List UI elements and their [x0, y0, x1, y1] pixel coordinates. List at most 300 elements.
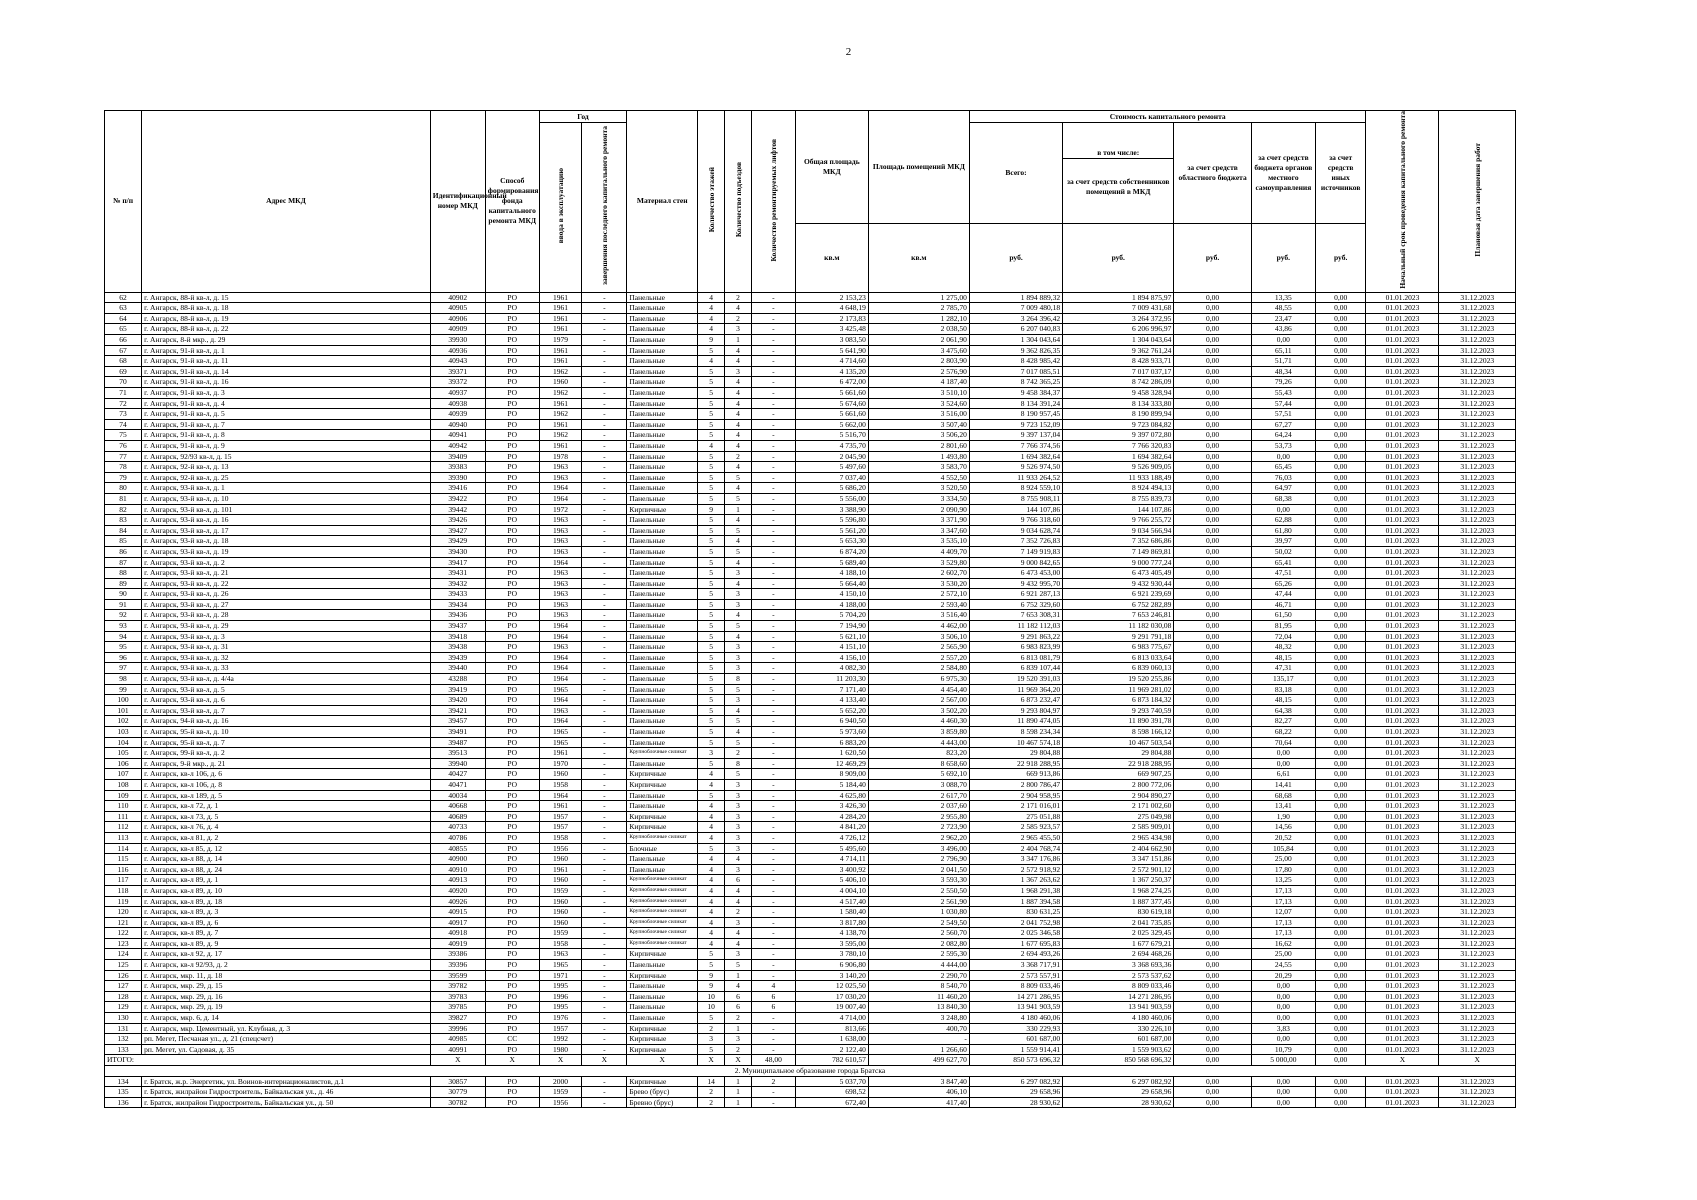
row-cost-other: 0,00: [1315, 324, 1366, 335]
row-floors: 5: [698, 705, 725, 716]
unit-cost-regional: руб.: [1174, 223, 1252, 292]
row-entrances: 4: [725, 885, 752, 896]
row-cost-regional: 0,00: [1174, 419, 1252, 430]
row-premises-area: 2 723,90: [868, 822, 969, 833]
row-cost-total: 7 766 374,56: [969, 440, 1062, 451]
row-elevators: -: [752, 801, 796, 812]
row-walls: Панельные: [627, 345, 698, 356]
row-cost-other: 0,00: [1315, 525, 1366, 536]
row-cost-local: 57,51: [1251, 409, 1315, 420]
row-num: 112: [105, 822, 142, 833]
row-id: 39422: [430, 493, 485, 504]
row-end-date: 31.12.2023: [1439, 748, 1516, 759]
row-cost-other: 0,00: [1315, 864, 1366, 875]
row-cost-owners: 2 694 468,26: [1063, 949, 1174, 960]
row-elevators: -: [752, 652, 796, 663]
row-floors: 5: [698, 377, 725, 388]
row-year-commission: 1962: [539, 430, 582, 441]
header-num: № п/п: [105, 111, 142, 293]
row-walls: Панельные: [627, 599, 698, 610]
row-total-area: 2 045,90: [795, 451, 868, 462]
row-cost-owners: 7 149 869,81: [1063, 546, 1174, 557]
row-year-repair: -: [582, 430, 627, 441]
row-floors: 4: [698, 801, 725, 812]
row-start-date: 01.01.2023: [1366, 303, 1439, 314]
row-walls: Крупноблочные силикат: [627, 917, 698, 928]
row-cost-other: 0,00: [1315, 938, 1366, 949]
row-start-date: 01.01.2023: [1366, 356, 1439, 367]
row-year-commission: 1960: [539, 917, 582, 928]
row-total-area: 5 689,40: [795, 557, 868, 568]
row-cost-total: 6 297 082,92: [969, 1076, 1062, 1087]
row-address: г. Ангарск, 95-й кв-л, д. 7: [142, 737, 431, 748]
row-walls: Панельные: [627, 684, 698, 695]
row-end-date: 31.12.2023: [1439, 991, 1516, 1002]
row-walls: Кирпичные: [627, 1076, 698, 1087]
row-walls: Крупноблочные силикат: [627, 938, 698, 949]
row-year-repair: -: [582, 525, 627, 536]
table-row: [105, 536, 1516, 547]
table-row: [105, 1034, 1516, 1045]
row-total-area: 7 171,40: [795, 684, 868, 695]
row-cost-owners: 29 658,96: [1063, 1087, 1174, 1098]
row-total-area: 2 173,83: [795, 313, 868, 324]
row-elevators: -: [752, 854, 796, 865]
row-walls: Панельные: [627, 991, 698, 1002]
row-floors: 5: [698, 716, 725, 727]
row-floors: 4: [698, 907, 725, 918]
table-row: [105, 832, 1516, 843]
row-address: г. Ангарск, кв-л 72, д. 1: [142, 801, 431, 812]
row-end-date: 31.12.2023: [1439, 388, 1516, 399]
row-total-area: 3 426,30: [795, 801, 868, 812]
row-cost-total: 9 723 152,09: [969, 419, 1062, 430]
row-cost-other: 0,00: [1315, 705, 1366, 716]
row-elevators: 4: [752, 981, 796, 992]
row-year-commission: 1961: [539, 398, 582, 409]
row-cost-total: 1 968 291,38: [969, 885, 1062, 896]
row-end-date: 31.12.2023: [1439, 684, 1516, 695]
row-cost-local: 64,97: [1251, 483, 1315, 494]
row-floors: 9: [698, 970, 725, 981]
row-entrances: 3: [725, 652, 752, 663]
row-entrances: 4: [725, 483, 752, 494]
row-year-commission: 1960: [539, 907, 582, 918]
row-elevators: -: [752, 705, 796, 716]
row-year-commission: 1963: [539, 589, 582, 600]
row-year-commission: 1996: [539, 991, 582, 1002]
row-cost-local: 72,04: [1251, 631, 1315, 642]
row-entrances: 3: [725, 568, 752, 579]
row-fund: РО: [485, 970, 539, 981]
row-cost-total: 29 658,96: [969, 1087, 1062, 1098]
row-total-area: 5 184,40: [795, 779, 868, 790]
row-cost-local: 0,00: [1251, 1097, 1315, 1108]
row-cost-owners: 13 941 903,59: [1063, 1002, 1174, 1013]
row-year-repair: -: [582, 388, 627, 399]
row-floors: 5: [698, 345, 725, 356]
row-address: г. Ангарск, кв-л 106, д. 8: [142, 779, 431, 790]
row-fund: РО: [485, 599, 539, 610]
row-num: 127: [105, 981, 142, 992]
row-address: г. Ангарск, мкр. 29, д. 15: [142, 981, 431, 992]
row-cost-local: 48,32: [1251, 642, 1315, 653]
row-cost-other: 0,00: [1315, 981, 1366, 992]
row-end-date: 31.12.2023: [1439, 822, 1516, 833]
row-id: 39442: [430, 504, 485, 515]
row-walls: Панельные: [627, 451, 698, 462]
row-cost-owners: 2 965 434,98: [1063, 832, 1174, 843]
row-entrances: 5: [725, 621, 752, 632]
row-elevators: -: [752, 1023, 796, 1034]
row-cost-other: 0,00: [1315, 303, 1366, 314]
row-premises-area: 3 520,50: [868, 483, 969, 494]
row-cost-other: 0,00: [1315, 483, 1366, 494]
table-row: [105, 663, 1516, 674]
row-premises-area: 1 282,10: [868, 313, 969, 324]
row-cost-local: 47,31: [1251, 663, 1315, 674]
row-cost-local: 51,71: [1251, 356, 1315, 367]
row-id: 40902: [430, 292, 485, 303]
row-year-commission: 1957: [539, 822, 582, 833]
row-elevators: -: [752, 472, 796, 483]
row-walls: Кирпичные: [627, 949, 698, 960]
row-year-repair: -: [582, 748, 627, 759]
row-walls: Крупноблочные силикат: [627, 885, 698, 896]
row-entrances: 6: [725, 991, 752, 1002]
row-cost-owners: 2 171 002,60: [1063, 801, 1174, 812]
row-elevators: -: [752, 419, 796, 430]
row-premises-area: 3 507,40: [868, 419, 969, 430]
row-total-area: 4 082,30: [795, 663, 868, 674]
table-row: [105, 525, 1516, 536]
row-cost-regional: 0,00: [1174, 599, 1252, 610]
row-cost-local: 13,25: [1251, 875, 1315, 886]
row-address: г. Ангарск, мкр. Цементный, ул. Клубная, д. 3: [142, 1023, 431, 1034]
table-row: [105, 727, 1516, 738]
row-premises-area: 3 475,60: [868, 345, 969, 356]
row-cost-total: 8 742 365,25: [969, 377, 1062, 388]
row-cost-other: 0,00: [1315, 1023, 1366, 1034]
row-floors: 5: [698, 960, 725, 971]
row-premises-area: 2 037,60: [868, 801, 969, 812]
row-num: 107: [105, 769, 142, 780]
row-cost-regional: 0,00: [1174, 472, 1252, 483]
row-year-repair: -: [582, 917, 627, 928]
row-premises-area: 2 290,70: [868, 970, 969, 981]
row-entrances: 5: [725, 493, 752, 504]
row-num: 128: [105, 991, 142, 1002]
row-num: 121: [105, 917, 142, 928]
row-premises-area: 2 584,80: [868, 663, 969, 674]
row-entrances: 3: [725, 589, 752, 600]
row-start-date: 01.01.2023: [1366, 536, 1439, 547]
row-cost-regional: 0,00: [1174, 345, 1252, 356]
row-cost-regional: 0,00: [1174, 451, 1252, 462]
total-label: ИТОГО:: [105, 1055, 431, 1066]
row-walls: Крупноблочные силикат: [627, 907, 698, 918]
row-cost-local: 23,47: [1251, 313, 1315, 324]
header-cost-total: Всего:: [969, 123, 1062, 224]
row-floors: 5: [698, 568, 725, 579]
row-start-date: 01.01.2023: [1366, 610, 1439, 621]
row-walls: Панельные: [627, 610, 698, 621]
row-start-date: 01.01.2023: [1366, 345, 1439, 356]
row-elevators: -: [752, 928, 796, 939]
row-start-date: 01.01.2023: [1366, 684, 1439, 695]
row-total-area: 1 638,00: [795, 1034, 868, 1045]
row-cost-other: 0,00: [1315, 674, 1366, 685]
row-address: г. Ангарск, кв-л 89, д. 10: [142, 885, 431, 896]
row-cost-total: 10 467 574,18: [969, 737, 1062, 748]
row-year-commission: 1964: [539, 663, 582, 674]
row-year-commission: 1956: [539, 843, 582, 854]
row-start-date: 01.01.2023: [1366, 822, 1439, 833]
row-cost-owners: 1 694 382,64: [1063, 451, 1174, 462]
row-entrances: 4: [725, 388, 752, 399]
row-elevators: -: [752, 727, 796, 738]
row-cost-regional: 0,00: [1174, 388, 1252, 399]
row-id: 40920: [430, 885, 485, 896]
row-end-date: 31.12.2023: [1439, 303, 1516, 314]
row-start-date: 01.01.2023: [1366, 631, 1439, 642]
row-id: 39457: [430, 716, 485, 727]
row-start-date: 01.01.2023: [1366, 949, 1439, 960]
row-end-date: 31.12.2023: [1439, 1076, 1516, 1087]
table-row: [105, 1044, 1516, 1055]
row-id: 39372: [430, 377, 485, 388]
row-entrances: 4: [725, 610, 752, 621]
row-year-commission: 1963: [539, 536, 582, 547]
row-cost-total: 2 025 346,58: [969, 928, 1062, 939]
row-id: 39439: [430, 652, 485, 663]
row-cost-owners: 11 182 030,08: [1063, 621, 1174, 632]
row-start-date: 01.01.2023: [1366, 843, 1439, 854]
row-end-date: 31.12.2023: [1439, 907, 1516, 918]
row-address: г. Ангарск, кв-л 106, д. 6: [142, 769, 431, 780]
row-start-date: 01.01.2023: [1366, 896, 1439, 907]
table-row: [105, 885, 1516, 896]
row-entrances: 3: [725, 832, 752, 843]
row-id: 30782: [430, 1097, 485, 1108]
row-floors: 5: [698, 642, 725, 653]
row-end-date: 31.12.2023: [1439, 864, 1516, 875]
row-id: 39430: [430, 546, 485, 557]
row-address: г. Ангарск, 93-й кв-л, д. 7: [142, 705, 431, 716]
row-fund: РО: [485, 716, 539, 727]
row-cost-local: 48,55: [1251, 303, 1315, 314]
row-cost-regional: 0,00: [1174, 589, 1252, 600]
row-address: г. Ангарск, 91-й кв-л, д. 11: [142, 356, 431, 367]
row-premises-area: 3 535,10: [868, 536, 969, 547]
row-cost-total: 14 271 286,95: [969, 991, 1062, 1002]
table-body-angarsk: [105, 292, 1516, 1055]
row-cost-regional: 0,00: [1174, 991, 1252, 1002]
row-cost-total: 1 694 382,64: [969, 451, 1062, 462]
table-row: [105, 515, 1516, 526]
row-cost-owners: 7 352 686,86: [1063, 536, 1174, 547]
row-elevators: -: [752, 345, 796, 356]
row-elevators: -: [752, 758, 796, 769]
row-elevators: -: [752, 769, 796, 780]
row-num: 94: [105, 631, 142, 642]
row-cost-regional: 0,00: [1174, 1023, 1252, 1034]
table-row: [105, 483, 1516, 494]
row-entrances: 5: [725, 769, 752, 780]
row-entrances: 8: [725, 674, 752, 685]
row-end-date: 31.12.2023: [1439, 409, 1516, 420]
row-fund: РО: [485, 525, 539, 536]
row-elevators: -: [752, 398, 796, 409]
row-total-area: 4 151,10: [795, 642, 868, 653]
row-cost-local: 48,34: [1251, 366, 1315, 377]
row-cost-regional: 0,00: [1174, 1002, 1252, 1013]
table-row: [105, 472, 1516, 483]
row-address: г. Ангарск, 93-й кв-л, д. 16: [142, 515, 431, 526]
row-cost-regional: 0,00: [1174, 398, 1252, 409]
row-fund: РО: [485, 398, 539, 409]
row-cost-regional: 0,00: [1174, 525, 1252, 536]
row-total-area: 3 817,80: [795, 917, 868, 928]
row-elevators: 2: [752, 1076, 796, 1087]
row-end-date: 31.12.2023: [1439, 440, 1516, 451]
row-year-repair: -: [582, 1044, 627, 1055]
row-floors: 10: [698, 991, 725, 1002]
row-cost-regional: 0,00: [1174, 515, 1252, 526]
row-end-date: 31.12.2023: [1439, 515, 1516, 526]
row-cost-regional: 0,00: [1174, 970, 1252, 981]
row-entrances: 3: [725, 695, 752, 706]
row-elevators: -: [752, 515, 796, 526]
row-walls: Панельные: [627, 854, 698, 865]
row-walls: Панельные: [627, 674, 698, 685]
row-id: 39434: [430, 599, 485, 610]
row-fund: РО: [485, 1097, 539, 1108]
row-num: 108: [105, 779, 142, 790]
row-address: г. Ангарск, 93-й кв-л, д. 27: [142, 599, 431, 610]
row-end-date: 31.12.2023: [1439, 621, 1516, 632]
row-floors: 4: [698, 822, 725, 833]
header-cost-owners: в том числе: за счет средств собственников помещений в МКД: [1063, 123, 1174, 224]
row-fund: РО: [485, 981, 539, 992]
unit-cost-owners: руб.: [1063, 223, 1174, 292]
row-id: 40786: [430, 832, 485, 843]
row-cost-owners: 9 526 909,05: [1063, 462, 1174, 473]
row-cost-total: 8 755 908,11: [969, 493, 1062, 504]
row-walls: Панельные: [627, 642, 698, 653]
row-elevators: -: [752, 483, 796, 494]
row-premises-area: 2 061,90: [868, 335, 969, 346]
row-fund: РО: [485, 292, 539, 303]
row-num: 100: [105, 695, 142, 706]
row-cost-owners: 6 873 184,32: [1063, 695, 1174, 706]
row-premises-area: 2 796,90: [868, 854, 969, 865]
row-end-date: 31.12.2023: [1439, 1087, 1516, 1098]
row-premises-area: 3 524,60: [868, 398, 969, 409]
row-id: 39421: [430, 705, 485, 716]
row-cost-owners: 1 894 875,97: [1063, 292, 1174, 303]
row-entrances: 5: [725, 960, 752, 971]
row-total-area: 5 664,40: [795, 578, 868, 589]
row-floors: 2: [698, 1023, 725, 1034]
row-fund: РО: [485, 356, 539, 367]
table-row: [105, 388, 1516, 399]
row-cost-regional: 0,00: [1174, 536, 1252, 547]
row-end-date: 31.12.2023: [1439, 949, 1516, 960]
row-address: г. Ангарск, кв-л 85, д. 12: [142, 843, 431, 854]
row-elevators: -: [752, 568, 796, 579]
row-cost-local: 68,38: [1251, 493, 1315, 504]
row-start-date: 01.01.2023: [1366, 366, 1439, 377]
row-end-date: 31.12.2023: [1439, 642, 1516, 653]
row-num: 83: [105, 515, 142, 526]
row-id: 40905: [430, 303, 485, 314]
row-end-date: 31.12.2023: [1439, 345, 1516, 356]
row-total-area: 4 284,20: [795, 811, 868, 822]
table-row: [105, 801, 1516, 812]
row-cost-owners: 29 804,88: [1063, 748, 1174, 759]
row-year-repair: -: [582, 451, 627, 462]
table-row: [105, 631, 1516, 642]
row-cost-total: 8 190 957,45: [969, 409, 1062, 420]
row-year-repair: -: [582, 462, 627, 473]
row-cost-owners: 6 206 996,97: [1063, 324, 1174, 335]
row-walls: Панельные: [627, 388, 698, 399]
row-cost-other: 0,00: [1315, 1034, 1366, 1045]
row-year-repair: -: [582, 684, 627, 695]
row-year-repair: -: [582, 769, 627, 780]
row-id: 39436: [430, 610, 485, 621]
row-year-repair: -: [582, 303, 627, 314]
row-cost-other: 0,00: [1315, 1097, 1366, 1108]
row-premises-area: 2 565,90: [868, 642, 969, 653]
row-id: 40034: [430, 790, 485, 801]
row-end-date: 31.12.2023: [1439, 631, 1516, 642]
row-cost-owners: 2 041 735,85: [1063, 917, 1174, 928]
row-id: 40919: [430, 938, 485, 949]
row-year-commission: 1964: [539, 790, 582, 801]
row-premises-area: 6 975,30: [868, 674, 969, 685]
row-walls: Панельные: [627, 578, 698, 589]
table-row: [105, 695, 1516, 706]
row-cost-local: 105,84: [1251, 843, 1315, 854]
row-fund: РО: [485, 832, 539, 843]
row-total-area: 5 674,60: [795, 398, 868, 409]
row-start-date: 01.01.2023: [1366, 324, 1439, 335]
row-num: 106: [105, 758, 142, 769]
row-cost-other: 0,00: [1315, 589, 1366, 600]
row-cost-other: 0,00: [1315, 970, 1366, 981]
row-id: 40471: [430, 779, 485, 790]
row-num: 84: [105, 525, 142, 536]
row-elevators: -: [752, 303, 796, 314]
row-num: 96: [105, 652, 142, 663]
row-elevators: -: [752, 907, 796, 918]
row-year-commission: 1961: [539, 440, 582, 451]
row-cost-regional: 0,00: [1174, 695, 1252, 706]
row-year-commission: 1959: [539, 1087, 582, 1098]
row-entrances: 4: [725, 536, 752, 547]
row-cost-other: 0,00: [1315, 801, 1366, 812]
row-elevators: -: [752, 409, 796, 420]
row-cost-total: 1 367 263,62: [969, 875, 1062, 886]
row-cost-total: 330 229,93: [969, 1023, 1062, 1034]
row-cost-other: 0,00: [1315, 642, 1366, 653]
row-walls: Блочные: [627, 843, 698, 854]
row-entrances: 1: [725, 504, 752, 515]
row-cost-other: 0,00: [1315, 758, 1366, 769]
row-start-date: 01.01.2023: [1366, 790, 1439, 801]
